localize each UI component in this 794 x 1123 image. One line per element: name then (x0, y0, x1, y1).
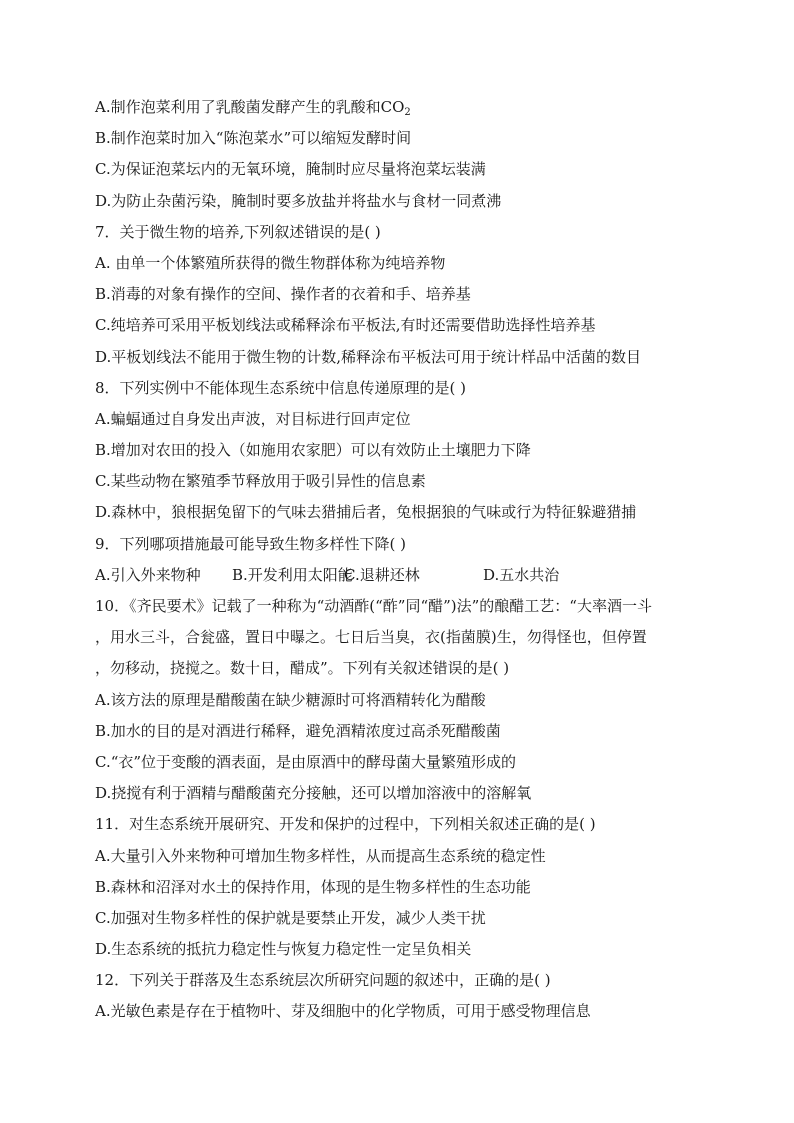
q6-option-c: C.为保证泡菜坛内的无氧环境，腌制时应尽量将泡菜坛装满 (95, 160, 486, 179)
q6-option-a-subscript: 2 (404, 107, 411, 118)
q9-option-d: D.五水共治 (483, 565, 560, 584)
q8-option-d: D.森林中，狼根据兔留下的气味去猎捕后者，兔根据狼的气味或行为特征躲避猎捕 (95, 503, 637, 522)
q10-stem-line-3: ，勿移动，挠搅之。数十日，醋成”。下列有关叙述错误的是( ) (95, 659, 510, 678)
q8-option-a: A.蝙蝠通过自身发出声波，对目标进行回声定位 (95, 409, 411, 428)
q11-option-c: C.加强对生物多样性的保护就是要禁止开发，减少人类干扰 (95, 908, 486, 927)
q11-option-d: D.生态系统的抵抗力稳定性与恢复力稳定性一定呈负相关 (95, 940, 472, 959)
q10-stem-line-1: 10．《齐民要术》记载了一种称为“动酒酢(“酢”同“醋”)法”的酿醋工艺：“大率酒一斗 (95, 597, 652, 615)
q12-option-a: A.光敏色素是存在于植物叶、芽及细胞中的化学物质，可用于感受物理信息 (95, 1002, 591, 1021)
q8-stem: 8．下列实例中不能体现生态系统中信息传递原理的是( ) (95, 378, 467, 397)
q8-option-b: B.增加对农田的投入（如施用农家肥）可以有效防止土壤肥力下降 (95, 441, 531, 460)
q7-option-b: B.消毒的对象有操作的空间、操作者的衣着和手、培养基 (95, 285, 471, 304)
q6-option-a (95, 92, 735, 123)
q9-option-a: A.引入外来物种 (95, 565, 201, 584)
q10-option-b: B.加水的目的是对酒进行稀释，避免酒精浓度过高杀死醋酸菌 (95, 721, 501, 740)
q6-option-a-text: A.制作泡菜利用了乳酸菌发酵产生的乳酸和CO (95, 98, 405, 116)
q7-option-a: A. 由单一个体繁殖所获得的微生物群体称为纯培养物 (95, 253, 446, 272)
q10-stem-line-2: ，用水三斗，合瓮盛，置日中曝之。七日后当臭，衣(指菌膜)生，勿得怪也，但停置 (95, 628, 647, 647)
q9-option-c: C.退耕还林 (344, 565, 420, 584)
q9-options-row (95, 560, 735, 591)
q10-option-c: C.“衣”位于变酸的酒表面，是由原酒中的酵母菌大量繁殖形成的 (95, 752, 517, 771)
q11-option-a: A.大量引入外来物种可增加生物多样性，从而提高生态系统的稳定性 (95, 846, 546, 865)
q12-stem: 12．下列关于群落及生态系统层次所研究问题的叙述中，正确的是( ) (95, 971, 551, 990)
q9-option-b: B.开发利用太阳能 (232, 565, 353, 584)
q8-option-c: C.某些动物在繁殖季节释放用于吸引异性的信息素 (95, 472, 426, 491)
q11-stem: 11．对生态系统开展研究、开发和保护的过程中，下列相关叙述正确的是( ) (95, 815, 596, 834)
q7-option-c: C.纯培养可采用平板划线法或稀释涂布平板法,有时还需要借助选择性培养基 (95, 316, 596, 335)
q7-option-d: D.平板划线法不能用于微生物的计数,稀释涂布平板法可用于统计样品中活菌的数目 (95, 347, 642, 366)
q9-stem: 9．下列哪项措施最可能导致生物多样性下降( ) (95, 534, 407, 553)
question-text-block (95, 92, 735, 1028)
q10-option-d: D.挠搅有利于酒精与醋酸菌充分接触，还可以增加溶液中的溶解氧 (95, 784, 532, 803)
q7-stem: 7．关于微生物的培养,下列叙述错误的是( ) (95, 222, 381, 241)
q6-option-d: D.为防止杂菌污染，腌制时要多放盐并将盐水与食材一同煮沸 (95, 191, 502, 210)
q10-option-a: A.该方法的原理是醋酸菌在缺少糖源时可将酒精转化为醋酸 (95, 690, 486, 709)
q11-option-b: B.森林和沼泽对水土的保持作用，体现的是生物多样性的生态功能 (95, 877, 531, 896)
q6-option-b: B.制作泡菜时加入“陈泡菜水”可以缩短发酵时间 (95, 129, 412, 148)
